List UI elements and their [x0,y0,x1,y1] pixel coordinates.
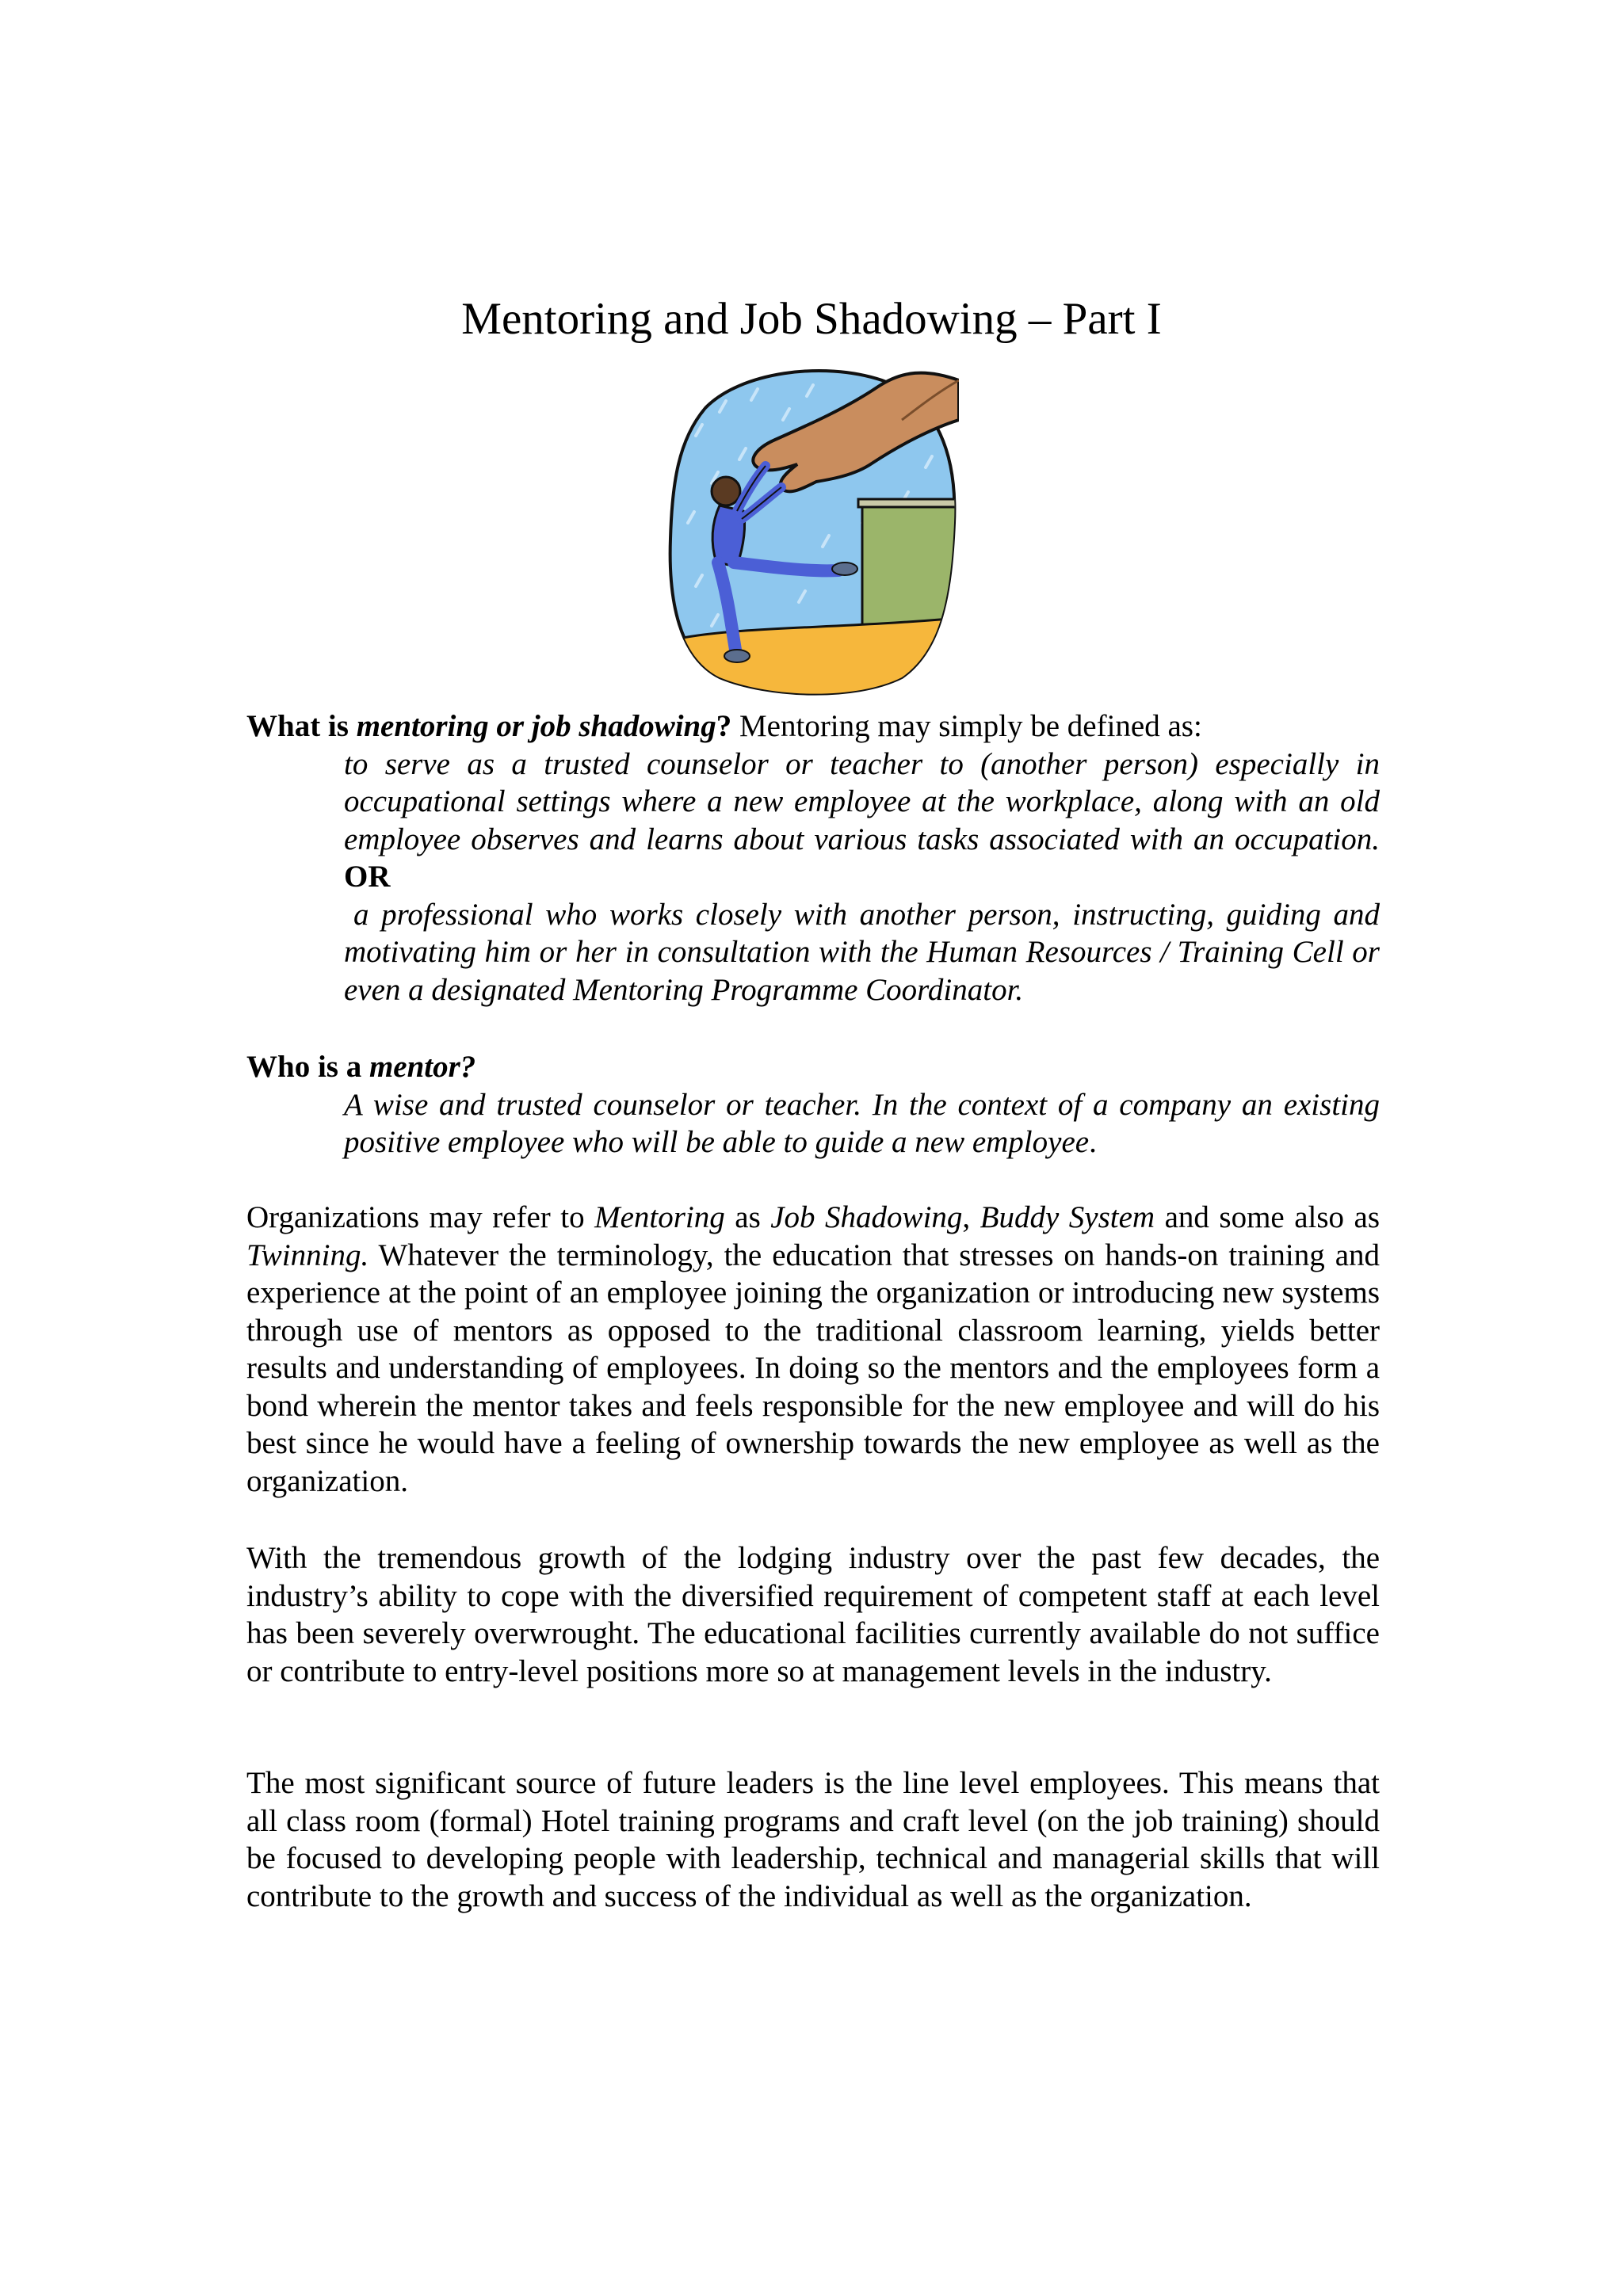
text-run: Whatever the terminology, the education that stresses on hands-on training and experience at the point of an employee joining the organization or introducing new systems through use of mentors as opposed to the traditional classroom learning, yields better results and understanding of employees. In doing so the mentors and the employees form a bond wherein the mentor takes and feels responsible for the new employee and will do his best since he would have a feeling of ownership towards the new employee as well as the organization. [246,1238,1380,1498]
question-who-is-mentor [246,1048,1380,1086]
question-what-is-mentoring [246,707,1380,746]
term-twinning: Twinning. [246,1238,369,1272]
paragraph-terminology [246,1199,1380,1500]
mentor-definition [344,1086,1380,1161]
question-tail: Mentoring may simply be defined as: [731,709,1202,743]
question-emphasis: mentor? [369,1050,476,1084]
question-lead: What is [246,709,357,743]
definition-1 [344,746,1380,896]
mentor-definition-period: . [1089,1125,1097,1159]
paragraph-future-leaders: The most significant source of future leaders is the line level employees. This means that all class room (formal) Hotel training programs and craft level (on the job training) should be focused to developing people with leadership, technical and managerial skills that will contribute to the growth and success of the individual as well as the organization. [246,1766,1380,1913]
definition-section-mentor [246,1048,1380,1161]
definition-section-mentoring [246,707,1380,1009]
term-job-shadowing: Job Shadowing [770,1200,963,1234]
mentor-definition-text: A wise and trusted counselor or teacher. In the context of a company an existing positive employee who will be able to guide a new employee [344,1087,1380,1159]
definition-1-text: to serve as a trusted counselor or teacher to (another person) especially in occupational settings where a new employee at the workplace, along with an old employee observes and learns about various tasks associated with an occupation. [344,746,1380,856]
page-title: Mentoring and Job Shadowing – Part I [461,294,1162,344]
text-run: as [724,1200,771,1234]
question-mark: ? [716,709,732,743]
term-buddy-system: Buddy System [980,1200,1155,1234]
text-run: and some also as [1155,1200,1381,1234]
paragraph-lodging-industry: With the tremendous growth of the lodging industry over the past few decades, the industry’s ability to cope with the diversified requirement of competent staff at each level has been severely overwrought. The educational facilities currently available do not suffice or contribute to entry-level positions more so at management levels in the industry. [246,1541,1380,1688]
text-run: , [962,1200,980,1234]
definition-2: a professional who works closely with another person, instructing, guiding and motivating him or her in consultation with the Human Resources / Training Cell or even a designated Mentoring Programme Coordinator. [344,897,1380,1007]
question-lead: Who is a [246,1050,369,1084]
text-run: Organizations may refer to [246,1200,595,1234]
term-mentoring: Mentoring [594,1200,725,1234]
or-label: OR [344,860,391,894]
helping-hand-clipart-icon [664,364,959,697]
question-emphasis: mentoring or job shadowing [356,709,716,743]
